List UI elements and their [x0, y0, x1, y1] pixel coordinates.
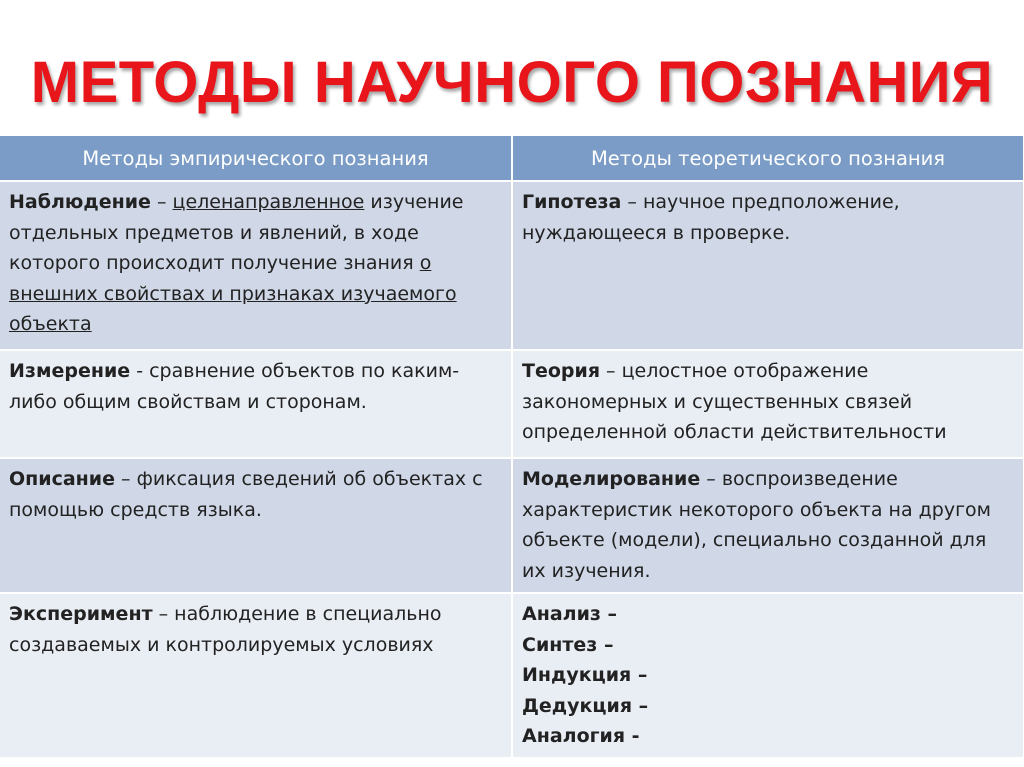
cell-theoretical-hypothesis	[512, 181, 1024, 350]
cell-theoretical-modeling	[512, 458, 1024, 593]
table-row	[0, 458, 1024, 593]
definition-text: - сравнение объектов по каким-либо общим свойствам и сторонам.	[9, 360, 460, 413]
term-analysis: Анализ –	[522, 603, 618, 625]
cell-empirical-experiment	[0, 593, 512, 758]
cell-theoretical-theory	[512, 350, 1024, 458]
separator: –	[150, 191, 173, 213]
definition-text: – воспроизведение характеристик некоторого объекта на другом объекте (модели), специально созданной для их изучения.	[522, 468, 992, 582]
definition-text: – фиксация сведений об объектах с помощью средств языка.	[9, 468, 483, 521]
cell-empirical-description	[0, 458, 512, 593]
table-row	[0, 350, 1024, 458]
slide-title: МЕТОДЫ НАУЧНОГО ПОЗНАНИЯ	[30, 50, 994, 115]
header-theoretical: Методы теоретического познания	[512, 136, 1024, 181]
table-header-row	[0, 136, 1024, 181]
table-row	[0, 181, 1024, 350]
term-theory: Теория	[522, 360, 601, 382]
underlined-text: целенаправленное	[172, 191, 365, 213]
definition-text: – научное предположение, нуждающееся в проверке.	[522, 191, 900, 244]
cell-empirical-observation	[0, 181, 512, 350]
definition-text: изучение отдельных предметов и явлений, в ходе которого происходит получение знания	[9, 191, 464, 274]
cell-theoretical-list	[512, 593, 1024, 758]
term-observation: Наблюдение	[9, 191, 151, 213]
term-description: Описание	[9, 468, 116, 490]
term-modeling: Моделирование	[522, 468, 701, 490]
term-deduction: Дедукция –	[522, 694, 649, 717]
underlined-text: о внешних свойствах и признаках изучаемого объекта	[9, 252, 457, 335]
methods-table	[0, 136, 1024, 759]
term-induction: Индукция –	[522, 664, 648, 686]
term-hypothesis: Гипотеза	[522, 191, 622, 213]
table-row	[0, 593, 1024, 758]
term-measurement: Измерение	[9, 360, 131, 382]
term-experiment: Эксперимент	[9, 603, 153, 625]
term-synthesis: Синтез –	[522, 633, 614, 656]
definition-text: – наблюдение в специально создаваемых и контролируемых условиях	[9, 603, 442, 656]
cell-empirical-measurement	[0, 350, 512, 458]
term-analogy: Аналогия -	[522, 725, 640, 747]
definition-text: – целостное отображение закономерных и существенных связей определенной области действительности	[522, 360, 947, 443]
header-empirical: Методы эмпирического познания	[0, 136, 512, 181]
